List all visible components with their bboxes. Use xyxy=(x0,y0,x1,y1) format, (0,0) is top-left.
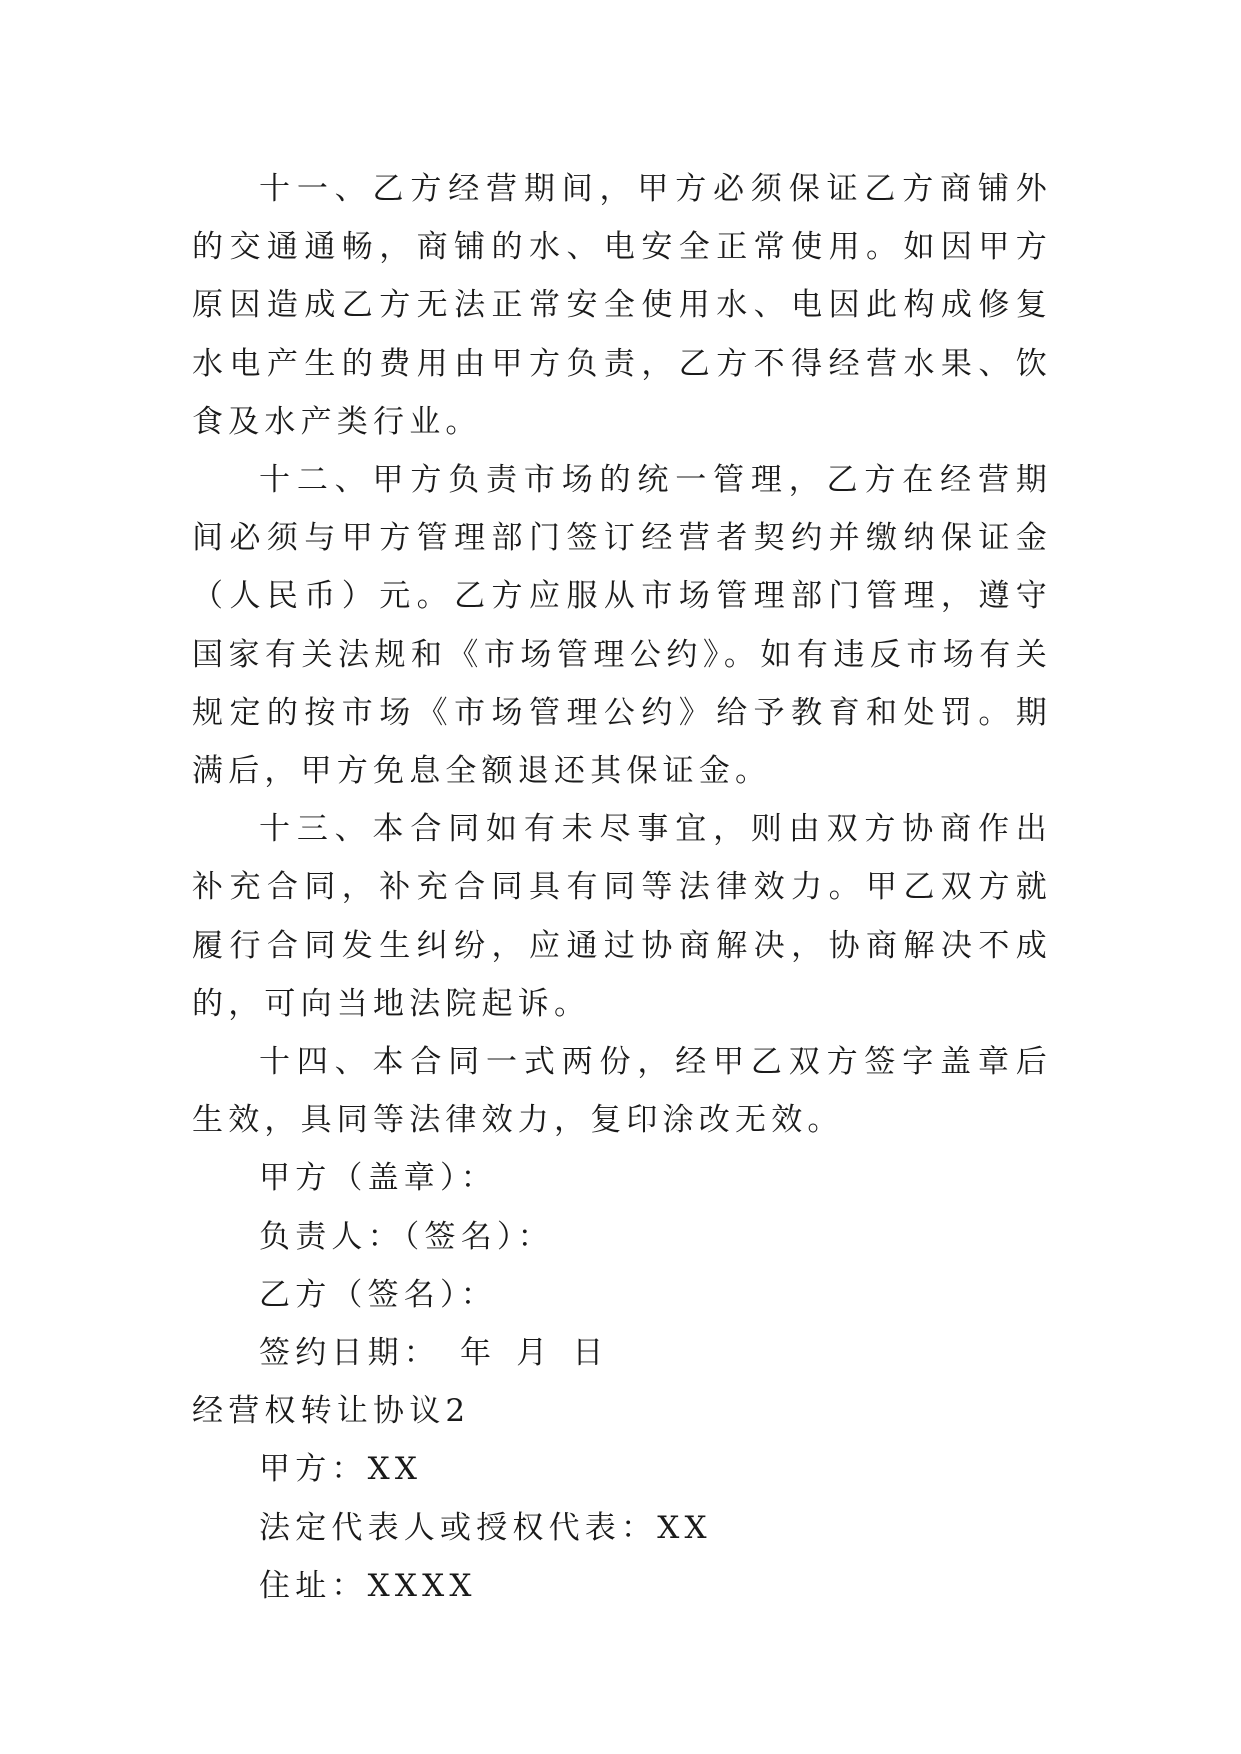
party-b-signature-line: 乙方（签名）： xyxy=(259,1276,497,1313)
agreement-2-party-a: 甲方：XX xyxy=(259,1451,423,1488)
date-year: 年 xyxy=(460,1335,497,1372)
clause-11: 十一、乙方经营期间，甲方必须保证乙方商铺外的交通通畅，商铺的水、电安全正常使用。如因甲方原因造成乙方无法正常安全使用水、电因此构成修复水电产生的费用由甲方负责，乙方不得经营水果、饮食及水产类行业。 xyxy=(192,171,1052,440)
document-body xyxy=(192,160,1052,1615)
signing-date-line xyxy=(192,1324,1052,1382)
date-day: 日 xyxy=(572,1335,609,1372)
person-in-charge-line: 负责人：（签名）： xyxy=(259,1218,554,1255)
agreement-2-title: 经营权转让协议2 xyxy=(192,1393,471,1430)
clause-13: 十三、本合同如有未尽事宜，则由双方协商作出补充合同，补充合同具有同等法律效力。甲乙双方就履行合同发生纠纷，应通过协商解决，协商解决不成的，可向当地法院起诉。 xyxy=(192,811,1052,1022)
party-a-seal-line: 甲方（盖章）： xyxy=(259,1160,497,1197)
clause-14: 十四、本合同一式两份，经甲乙双方签字盖章后生效，具同等法律效力，复印涂改无效。 xyxy=(192,1044,1052,1139)
signing-date-label: 签约日期： xyxy=(259,1335,440,1372)
agreement-2-address: 住址：XXXX xyxy=(259,1567,477,1604)
clause-12: 十二、甲方负责市场的统一管理，乙方在经营期间必须与甲方管理部门签订经营者契约并缴纳保证金（人民币）元。乙方应服从市场管理部门管理，遵守国家有关法规和《市场管理公约》。如有违反市场有关规定的按市场《市场管理公约》给予教育和处罚。期满后，甲方免息全额退还其保证金。 xyxy=(192,462,1052,790)
agreement-2-legal-rep: 法定代表人或授权代表：XX xyxy=(259,1509,712,1546)
date-month: 月 xyxy=(516,1335,553,1372)
